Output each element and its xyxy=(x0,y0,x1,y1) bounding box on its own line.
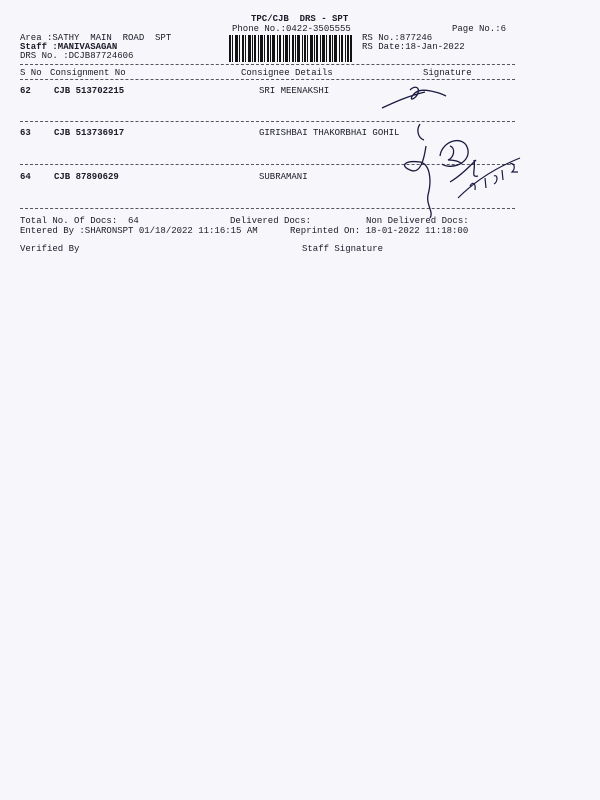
rs-date: RS Date:18-Jan-2022 xyxy=(362,42,465,52)
row-consignment: CJB 513702215 xyxy=(54,86,125,96)
total-docs: Total No. Of Docs: 64 xyxy=(20,216,139,226)
row-consignment: CJB 513736917 xyxy=(54,128,125,138)
row-consignee: GIRISHBAI THAKORBHAI GOHIL xyxy=(259,128,400,138)
row-sno: 62 xyxy=(20,86,31,96)
drs-number: DRS No. :DCJB87724606 xyxy=(20,51,134,61)
signature-drawing xyxy=(380,84,450,114)
column-header-signature: Signature xyxy=(423,68,472,78)
page-number: Page No.:6 xyxy=(452,24,507,34)
staff-label: Staff :MANIVASAGAN xyxy=(20,42,118,52)
phone-number: Phone No.:0422-3505555 xyxy=(232,24,351,34)
document-title: TPC/CJB DRS - SPT xyxy=(251,14,349,24)
row-consignee: SUBRAMANI xyxy=(259,172,308,182)
column-header-sno: S No xyxy=(20,68,42,78)
verified-by: Verified By xyxy=(20,244,80,254)
non-delivered-docs: Non Delivered Docs: xyxy=(366,216,469,226)
signature-drawing xyxy=(390,120,530,220)
area-label: Area :SATHY MAIN ROAD SPT xyxy=(20,33,172,43)
row-consignment: CJB 87890629 xyxy=(54,172,119,182)
staff-signature-label: Staff Signature xyxy=(302,244,384,254)
divider xyxy=(20,64,515,65)
barcode xyxy=(229,35,352,62)
delivered-docs: Delivered Docs: xyxy=(230,216,312,226)
row-sno: 64 xyxy=(20,172,31,182)
reprinted-on: Reprinted On: 18-01-2022 11:18:00 xyxy=(290,226,469,236)
column-header-consignee: Consignee Details xyxy=(241,68,333,78)
column-header-consignment: Consignment No xyxy=(50,68,126,78)
rs-number: RS No.:877246 xyxy=(362,33,433,43)
divider xyxy=(20,79,515,80)
row-consignee: SRI MEENAKSHI xyxy=(259,86,330,96)
entered-by: Entered By :SHARONSPT 01/18/2022 11:16:15 AM xyxy=(20,226,258,236)
row-sno: 63 xyxy=(20,128,31,138)
